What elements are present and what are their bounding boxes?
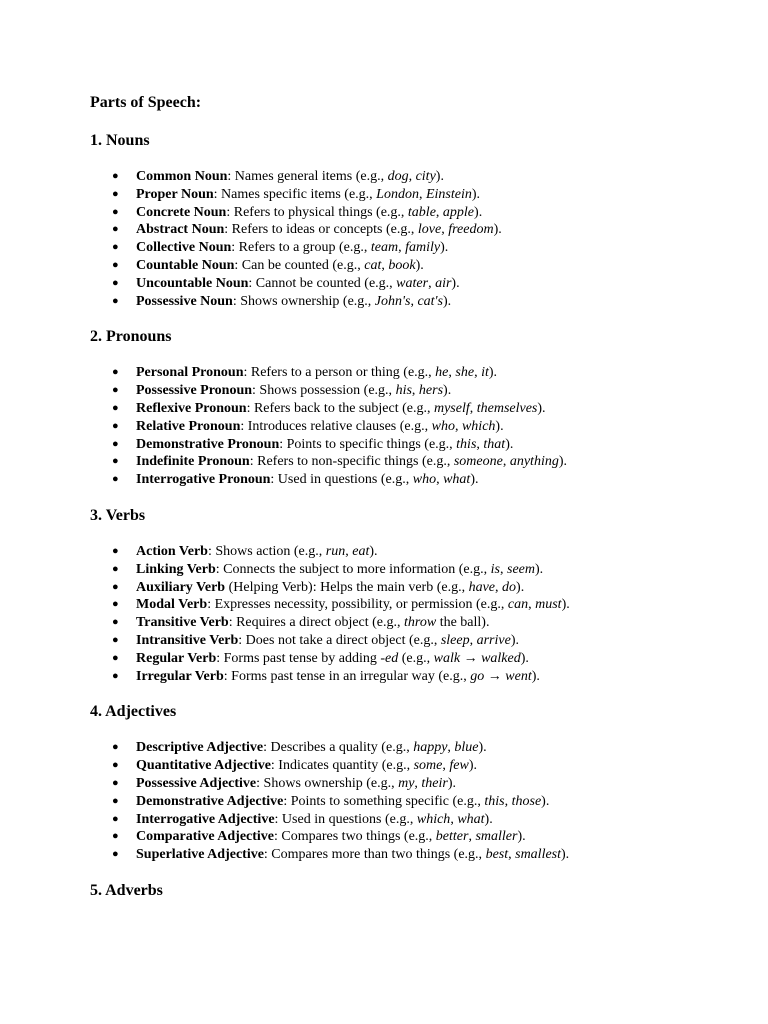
- list-item: [90, 418, 730, 436]
- description-text: : Indicates quantity (e.g.,: [270, 758, 414, 774]
- example-text: which: [416, 811, 451, 827]
- list-item: [90, 846, 730, 864]
- list-item: [90, 775, 730, 793]
- example-text: Einstein: [425, 186, 472, 202]
- closing-text: ).: [510, 632, 519, 648]
- list-item: [90, 650, 730, 668]
- example-text: must: [535, 597, 562, 613]
- description-text: : Refers to a person or thing (e.g.,: [243, 365, 436, 381]
- section-heading: 1. Nouns: [90, 132, 150, 149]
- term-label: Action Verb: [136, 543, 208, 559]
- list-item: [90, 221, 730, 239]
- description-text: (Helping Verb): Helps the main verb (e.g.,: [225, 579, 469, 595]
- description-text: : Names general items (e.g.,: [227, 169, 388, 184]
- list-item: [90, 275, 730, 293]
- separator-text: ,: [345, 543, 353, 559]
- bullet-icon: ●: [112, 419, 119, 432]
- separator-text: ,: [508, 847, 516, 863]
- list-item: [90, 186, 730, 204]
- list-item: [90, 168, 730, 186]
- sections-container: [90, 131, 730, 901]
- example-text: walk → walked: [433, 650, 521, 666]
- term-label: Linking Verb: [136, 561, 216, 577]
- description-text: : Forms past tense in an irregular way (e.g.,: [223, 668, 471, 684]
- example-text: his: [395, 383, 412, 399]
- term-label: Quantitative Adjective: [136, 758, 271, 774]
- example-text: what: [443, 472, 471, 488]
- term-list: [90, 739, 730, 864]
- example-text: she: [455, 365, 475, 381]
- list-item: [90, 239, 730, 257]
- list-item: [90, 561, 730, 579]
- bullet-icon: ●: [112, 830, 119, 843]
- bullet-icon: ●: [112, 241, 119, 254]
- bullet-icon: ●: [112, 205, 119, 218]
- example-text: myself: [433, 400, 470, 416]
- closing-text: ).: [471, 186, 481, 202]
- list-item: [90, 739, 730, 757]
- example-text: hers: [418, 383, 444, 399]
- separator-text: ,: [428, 275, 436, 291]
- closing-text: ).: [561, 597, 570, 613]
- list-item: [90, 471, 730, 489]
- example-text: those: [511, 793, 542, 809]
- term-label: Possessive Pronoun: [136, 383, 253, 399]
- bullet-icon: ●: [112, 276, 119, 289]
- term-label: Common Noun: [136, 169, 228, 184]
- list-item: [90, 757, 730, 775]
- list-item: [90, 257, 730, 275]
- bullet-icon: ●: [112, 187, 119, 200]
- term-label: Regular Verb: [136, 650, 217, 666]
- description-text: : Forms past tense by adding: [216, 650, 381, 666]
- example-text: freedom: [448, 222, 494, 238]
- term-list: [90, 364, 730, 489]
- example-text: that: [483, 436, 506, 452]
- example-text: book: [388, 257, 416, 273]
- example-text: have: [468, 579, 496, 595]
- closing-text: ).: [470, 472, 479, 488]
- example-text: arrive: [476, 632, 511, 648]
- closing-text: ).: [520, 650, 529, 666]
- example-text: some: [413, 758, 443, 774]
- list-item: [90, 632, 730, 650]
- term-label: Reflexive Pronoun: [136, 400, 247, 416]
- separator-text: ,: [381, 257, 389, 273]
- example-text: go → went: [470, 668, 532, 684]
- example-text: family: [405, 240, 441, 256]
- separator-text: ,: [476, 436, 484, 452]
- term-label: Relative Pronoun: [136, 418, 241, 434]
- example-text: best: [485, 847, 509, 863]
- closing-text: ).: [435, 169, 444, 184]
- example-text: table: [407, 204, 436, 220]
- example-text: happy: [413, 740, 448, 756]
- separator-text: ,: [447, 740, 455, 756]
- term-label: Superlative Adjective: [136, 847, 264, 863]
- example-text: water: [396, 275, 429, 291]
- term-label: Indefinite Pronoun: [136, 454, 250, 470]
- term-label: Auxiliary Verb: [136, 579, 226, 595]
- example-text: what: [457, 811, 485, 827]
- example-text: better: [435, 829, 469, 845]
- closing-text: ).: [558, 454, 568, 470]
- example-text: few: [449, 758, 469, 774]
- closing-text: ).: [447, 775, 457, 791]
- bullet-icon: ●: [112, 223, 119, 236]
- bullet-icon: ●: [112, 776, 119, 789]
- bullet-icon: ●: [112, 598, 119, 611]
- term-label: Demonstrative Pronoun: [136, 436, 280, 452]
- separator-text: (e.g.,: [398, 650, 434, 666]
- closing-text: ).: [531, 668, 540, 684]
- bullet-icon: ●: [112, 401, 119, 414]
- bullet-icon: ●: [112, 759, 119, 772]
- document-title: Parts of Speech:: [90, 94, 202, 111]
- closing-text: ).: [541, 793, 550, 809]
- separator-text: ,: [436, 472, 444, 488]
- closing-text: ).: [535, 561, 544, 577]
- list-item: [90, 579, 730, 597]
- list-item: [90, 382, 730, 400]
- separator-text: ,: [414, 775, 422, 791]
- list-item: [90, 293, 730, 311]
- description-text: : Points to something specific (e.g.,: [283, 793, 485, 809]
- description-text: : Shows possession (e.g.,: [252, 383, 396, 399]
- closing-text: ).: [443, 293, 452, 309]
- example-text: London: [376, 186, 419, 202]
- separator-text: ,: [469, 400, 477, 416]
- bullet-icon: ●: [112, 170, 119, 182]
- list-item: [90, 828, 730, 846]
- section-heading: 2. Pronouns: [90, 328, 172, 346]
- description-text: : Used in questions (e.g.,: [274, 811, 417, 827]
- closing-text: ).: [516, 579, 525, 595]
- closing-text: ).: [481, 615, 490, 631]
- list-item: [90, 453, 730, 471]
- example-text: this: [484, 793, 505, 809]
- term-label: Modal Verb: [136, 597, 208, 613]
- term-label: Countable Noun: [136, 257, 235, 273]
- closing-text: ).: [440, 240, 449, 256]
- description-text: : Compares two things (e.g.,: [274, 829, 436, 845]
- bullet-icon: ●: [112, 455, 119, 468]
- description-text: : Refers to ideas or concepts (e.g.,: [224, 222, 418, 238]
- example-text: anything: [509, 454, 559, 470]
- bullet-icon: ●: [112, 562, 119, 575]
- separator-text: ,: [502, 454, 510, 470]
- example-text: run: [325, 543, 346, 559]
- list-item: [90, 400, 730, 418]
- list-item: [90, 811, 730, 829]
- list-item: [90, 596, 730, 614]
- separator-text: ,: [495, 579, 503, 595]
- term-label: Descriptive Adjective: [136, 740, 264, 756]
- list-item: [90, 364, 730, 382]
- description-text: : Refers to a group (e.g.,: [231, 240, 371, 256]
- term-label: Irregular Verb: [136, 668, 224, 684]
- bullet-icon: ●: [112, 384, 119, 397]
- bullet-icon: ●: [112, 633, 119, 646]
- closing-text: ).: [415, 257, 424, 273]
- example-text: apple: [442, 204, 475, 220]
- bullet-icon: ●: [112, 651, 119, 664]
- description-text: : Refers to non-specific things (e.g.,: [249, 454, 454, 470]
- closing-text: ).: [488, 365, 498, 381]
- list-item: [90, 543, 730, 561]
- term-label: Comparative Adjective: [136, 829, 275, 845]
- term-label: Transitive Verb: [136, 615, 229, 631]
- separator-text: ,: [500, 561, 507, 577]
- description-text: : Connects the subject to more information (e.g.,: [215, 561, 491, 577]
- description-text: : Introduces relative clauses (e.g.,: [240, 418, 432, 434]
- term-label: Uncountable Noun: [136, 275, 249, 291]
- closing-text: ).: [474, 204, 483, 220]
- term-label: Interrogative Adjective: [136, 811, 275, 827]
- bullet-icon: ●: [112, 294, 119, 307]
- description-text: : Expresses necessity, possibility, or permission (e.g.,: [207, 597, 508, 613]
- term-label: Possessive Adjective: [136, 775, 257, 791]
- bullet-icon: ●: [112, 437, 119, 450]
- separator-text: ,: [441, 222, 449, 238]
- closing-text: ).: [493, 222, 502, 238]
- example-text: -ed: [380, 650, 399, 666]
- list-item: [90, 793, 730, 811]
- term-label: Intransitive Verb: [136, 632, 239, 648]
- separator-text: ,: [418, 186, 426, 202]
- description-text: : Refers to physical things (e.g.,: [226, 204, 408, 220]
- closing-text: ).: [495, 418, 504, 434]
- example-text: love: [417, 222, 442, 238]
- separator-text: ,: [468, 829, 476, 845]
- separator-text: the ball: [436, 615, 482, 631]
- example-text: which: [461, 418, 496, 434]
- bullet-icon: ●: [112, 473, 119, 486]
- example-text: seem: [507, 561, 535, 577]
- closing-text: ).: [537, 400, 546, 416]
- bullet-icon: ●: [112, 544, 119, 557]
- separator-text: ,: [411, 383, 419, 399]
- closing-text: ).: [517, 829, 526, 845]
- description-text: : Shows ownership (e.g.,: [232, 293, 375, 309]
- closing-text: ).: [484, 811, 493, 827]
- closing-text: ).: [468, 758, 478, 774]
- example-text: can: [507, 597, 529, 613]
- list-item: [90, 204, 730, 222]
- example-text: is: [490, 561, 500, 577]
- description-text: : Names specific items (e.g.,: [213, 186, 377, 202]
- description-text: : Can be counted (e.g.,: [234, 257, 365, 273]
- term-label: Possessive Noun: [136, 293, 233, 309]
- example-text: sleep: [440, 632, 470, 648]
- section-heading: 3. Verbs: [90, 506, 146, 524]
- term-label: Interrogative Pronoun: [136, 472, 271, 488]
- separator-text: ,: [448, 365, 456, 381]
- term-label: Concrete Noun: [136, 204, 227, 220]
- description-text: : Describes a quality (e.g.,: [263, 740, 414, 756]
- closing-text: ).: [443, 383, 452, 399]
- example-text: dog: [387, 169, 409, 184]
- bullet-icon: ●: [112, 794, 119, 807]
- description-text: : Cannot be counted (e.g.,: [248, 275, 397, 291]
- example-text: team: [370, 240, 399, 256]
- example-text: it: [481, 365, 489, 381]
- bullet-icon: ●: [112, 812, 119, 825]
- example-text: themselves: [476, 400, 538, 416]
- closing-text: ).: [478, 740, 487, 756]
- example-text: he: [435, 365, 449, 381]
- separator-text: ,: [528, 597, 536, 613]
- section-heading: 4. Adjectives: [90, 703, 177, 721]
- example-text: their: [421, 775, 448, 791]
- description-text: : Points to specific things (e.g.,: [279, 436, 457, 452]
- term-label: Abstract Noun: [136, 222, 225, 238]
- example-text: throw: [404, 615, 437, 631]
- term-list: [90, 543, 730, 685]
- term-label: Proper Noun: [136, 186, 214, 202]
- example-text: smaller: [475, 829, 518, 845]
- bullet-icon: ●: [112, 258, 119, 271]
- example-text: cat: [364, 257, 382, 273]
- list-item: [90, 436, 730, 454]
- bullet-icon: ●: [112, 366, 119, 379]
- document-page: [90, 93, 730, 901]
- separator-text: ,: [474, 365, 482, 381]
- example-text: this: [456, 436, 477, 452]
- closing-text: ).: [561, 847, 570, 863]
- bullet-icon: ●: [112, 669, 119, 682]
- bullet-icon: ●: [112, 616, 119, 629]
- description-text: : Used in questions (e.g.,: [270, 472, 413, 488]
- bullet-icon: ●: [112, 580, 119, 593]
- closing-text: ).: [451, 275, 460, 291]
- example-text: John's: [374, 293, 411, 309]
- description-text: : Compares more than two things (e.g.,: [263, 847, 486, 863]
- example-text: cat's: [417, 293, 443, 309]
- bullet-icon: ●: [112, 741, 119, 754]
- separator-text: ,: [410, 293, 418, 309]
- closing-text: ).: [505, 436, 514, 452]
- separator-text: ,: [450, 811, 458, 827]
- description-text: : Shows action (e.g.,: [207, 543, 326, 559]
- separator-text: ,: [469, 632, 477, 648]
- example-text: who: [412, 472, 437, 488]
- example-text: do: [502, 579, 517, 595]
- term-list: [90, 168, 730, 310]
- description-text: : Refers back to the subject (e.g.,: [246, 400, 434, 416]
- example-text: smallest: [515, 847, 562, 863]
- example-text: someone: [453, 454, 503, 470]
- example-text: eat: [352, 543, 370, 559]
- separator-text: ,: [442, 758, 450, 774]
- example-text: air: [435, 275, 452, 291]
- term-label: Demonstrative Adjective: [136, 793, 284, 809]
- example-text: who: [431, 418, 455, 434]
- example-text: my: [398, 775, 415, 791]
- bullet-icon: ●: [112, 848, 119, 861]
- separator-text: ,: [454, 418, 462, 434]
- separator-text: ,: [408, 169, 416, 184]
- list-item: [90, 614, 730, 632]
- separator-text: ,: [504, 793, 512, 809]
- list-item: [90, 668, 730, 686]
- closing-text: ).: [369, 543, 378, 559]
- section-heading: 5. Adverbs: [90, 881, 163, 899]
- term-label: Collective Noun: [136, 240, 232, 256]
- separator-text: ,: [398, 240, 406, 256]
- example-text: blue: [454, 740, 479, 756]
- separator-text: ,: [435, 204, 443, 220]
- description-text: : Does not take a direct object (e.g.,: [238, 632, 441, 648]
- description-text: : Shows ownership (e.g.,: [256, 775, 399, 791]
- example-text: city: [415, 169, 436, 184]
- term-label: Personal Pronoun: [136, 365, 244, 381]
- description-text: : Requires a direct object (e.g.,: [228, 615, 405, 631]
